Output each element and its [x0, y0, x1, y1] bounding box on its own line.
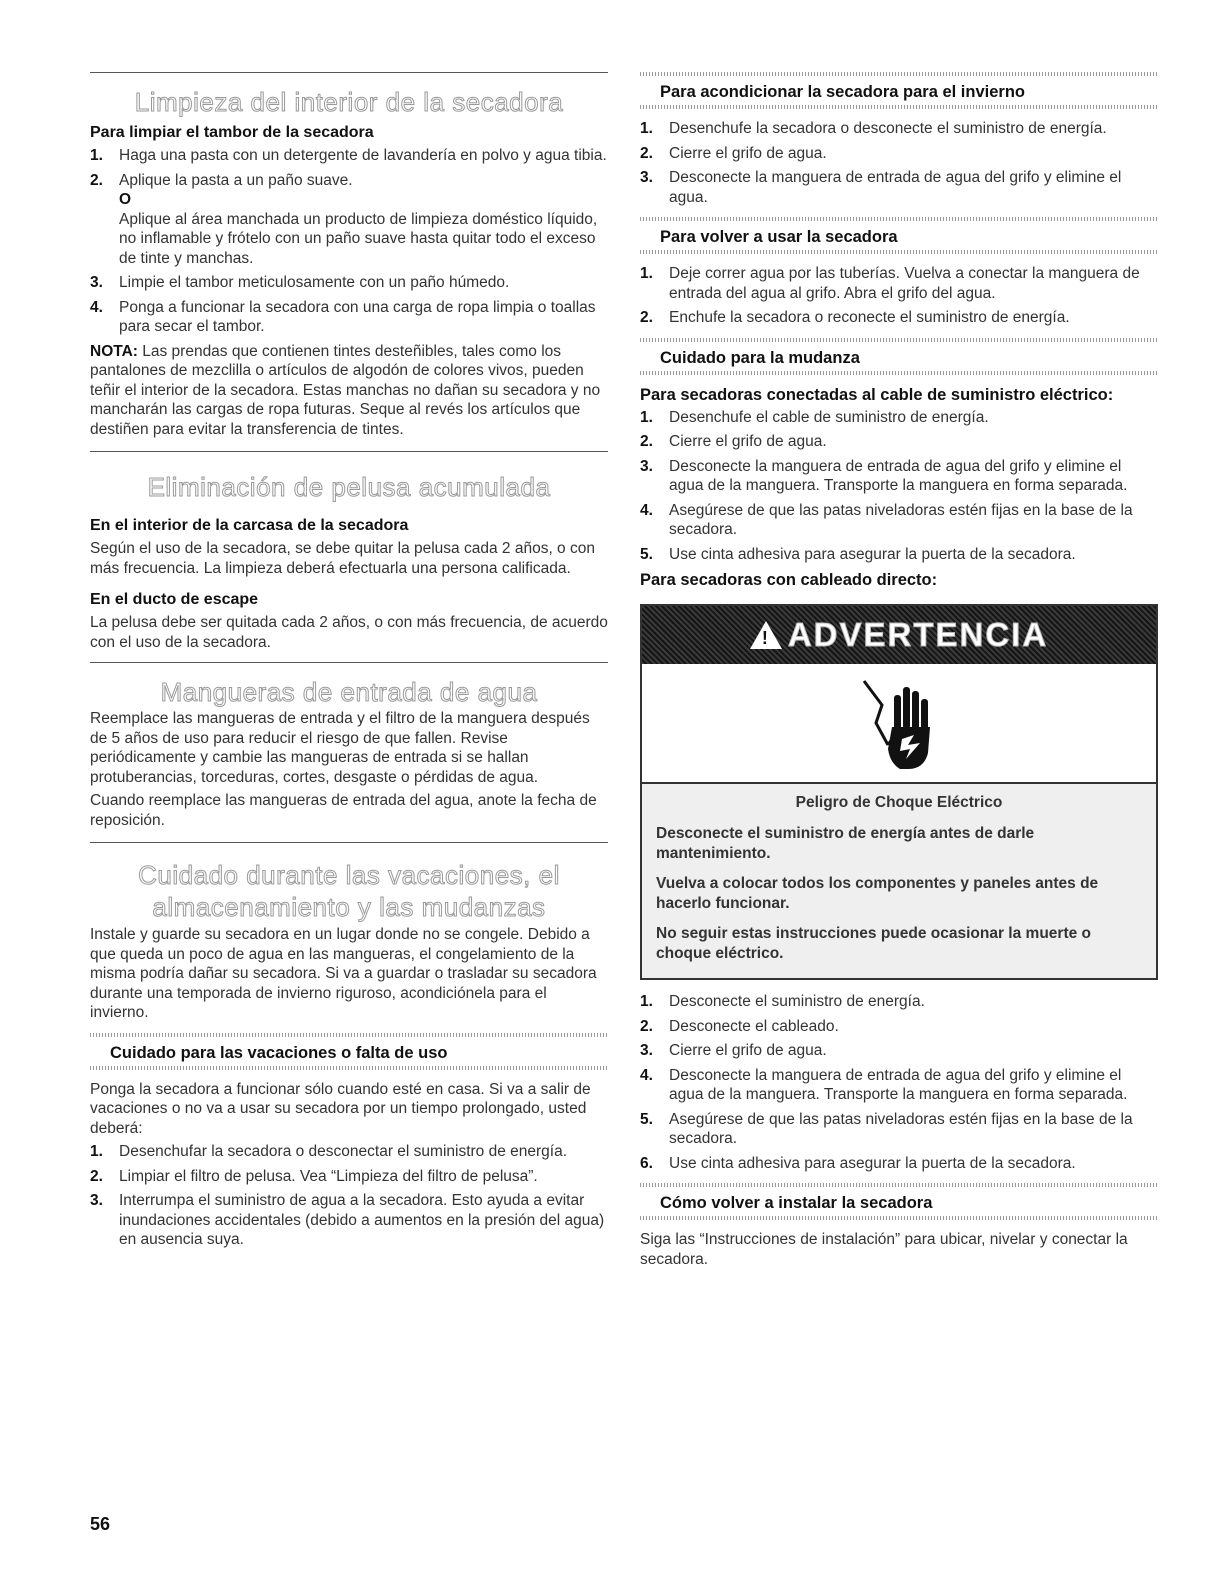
- subheading-drum-cleaning: Para limpiar el tambor de la secadora: [90, 124, 374, 141]
- list-item: 2. Limpiar el filtro de pelusa. Vea “Limpieza del filtro de pelusa”.: [90, 1167, 538, 1185]
- subheading-winterize: Para acondicionar la secadora para el invierno: [640, 72, 1158, 109]
- section-title-interior-cleaning: Limpieza del interior de la secadora: [134, 87, 564, 117]
- list-item: 2. Aplique la pasta a un paño suave. O Aplique al área manchada un producto de limpieza doméstico líquido, no inflamable y frótelo con un paño suave hasta quitar todo el exceso de tinte y manchas.: [90, 171, 608, 269]
- warning-line-3: No seguir estas instrucciones puede ocasionar la muerte o choque eléctrico.: [656, 925, 1091, 962]
- list-item: 2. Enchufe la secadora o reconecte el suministro de energía.: [640, 309, 1070, 326]
- section-divider: [90, 72, 608, 73]
- direct-wired-steps: [640, 992, 1158, 1173]
- or-label: O: [119, 191, 132, 208]
- list-item: 3. Desconecte la manguera de entrada de agua del grifo y elimine el agua.: [640, 169, 1122, 206]
- list-item: 1. Deje correr agua por las tuberías. Vuelva a conectar la manguera de entrada del agua al grifo. Abra el grifo del agua.: [640, 265, 1140, 302]
- subheading-power-cord-dryers: Para secadoras conectadas al cable de suministro eléctrico:: [640, 385, 1114, 404]
- page-number: 56: [90, 1514, 111, 1534]
- list-item: 3. Interrumpa el suministro de agua a la secadora. Esto ayuda a evitar inundaciones accidentales (debido a aumentos en la presión del agua) en ausencia suya.: [90, 1192, 605, 1248]
- subheading-cabinet-interior: En el interior de la carcasa de la secadora: [90, 517, 409, 534]
- reuse-steps: [640, 264, 1158, 328]
- subheading-direct-wired-dryers: Para secadoras con cableado directo:: [640, 571, 938, 589]
- winterize-steps: [640, 119, 1158, 207]
- subheading-vacation-care: Cuidado para las vacaciones o falta de uso: [90, 1033, 608, 1070]
- list-item: 1. Haga una pasta con un detergente de lavandería en polvo y agua tibia.: [90, 147, 607, 164]
- warning-line-2: Vuelva a colocar todos los componentes y paneles antes de hacerlo funcionar.: [656, 875, 1099, 912]
- reinstall-text: Siga las “Instrucciones de instalación” para ubicar, nivelar y conectar la secadora.: [640, 1231, 1128, 1268]
- list-item: 3. Desconecte la manguera de entrada de agua del grifo y elimine el agua de la manguera. Transporte la manguera en forma separada.: [640, 457, 1128, 494]
- list-item: 2. Cierre el grifo de agua.: [640, 433, 827, 450]
- section-title-water-hoses: Mangueras de entrada de agua: [160, 677, 538, 707]
- list-item: 5. Asegúrese de que las patas niveladoras estén fijas en la base de la secadora.: [640, 1110, 1133, 1147]
- subheading-reuse: Para volver a usar la secadora: [640, 217, 1158, 254]
- left-column: [90, 72, 608, 1255]
- warning-box: [640, 604, 1158, 980]
- list-item: 2. Cierre el grifo de agua.: [640, 144, 827, 162]
- section-divider: [90, 842, 608, 843]
- or-alternative-text: Aplique al área manchada un producto de limpieza doméstico líquido, no inflamable y frótelo con un paño suave hasta quitar todo el exceso de tinte y manchas.: [119, 210, 598, 267]
- vacation-care-steps: [90, 1142, 608, 1250]
- list-item: 2. Desconecte el cableado.: [640, 1017, 839, 1035]
- electric-shock-hand-icon-graphic: [854, 673, 944, 773]
- list-item: 1. Desenchufar la secadora o desconectar el suministro de energía.: [90, 1143, 568, 1160]
- water-hoses-text-2: Cuando reemplace las mangueras de entrada del agua, anote la fecha de reposición.: [90, 792, 597, 829]
- subheading-moving-care: Cuidado para la mudanza: [640, 338, 1158, 375]
- warning-banner: ! ADVERTENCIA: [642, 606, 1156, 664]
- list-item: 4. Desconecte la manguera de entrada de agua del grifo y elimine el agua de la manguera. Transporte la manguera en forma separada.: [640, 1066, 1128, 1103]
- warning-line-1: Desconecte el suministro de energía antes de darle mantenimiento.: [656, 825, 1035, 862]
- list-item: 1. Desenchufe la secadora o desconecte el suministro de energía.: [640, 120, 1107, 137]
- warning-body: [642, 784, 1156, 978]
- subheading-exhaust-duct: En el ducto de escape: [90, 591, 259, 608]
- vacation-care-text: Ponga la secadora a funcionar sólo cuando esté en casa. Si va a salir de vacaciones o no va a usar su secadora por un tiempo prolongado, usted deberá:: [90, 1080, 591, 1137]
- section-title-vacation-storage-line2: almacenamiento y las mudanzas: [152, 892, 546, 922]
- list-item: 4. Asegúrese de que las patas niveladoras estén fijas en la base de la secadora.: [640, 501, 1133, 538]
- drum-cleaning-steps: [90, 146, 608, 337]
- section-title-lint-removal: Eliminación de pelusa acumulada: [147, 472, 551, 502]
- section-title-vacation-storage-line1: Cuidado durante las vacaciones, el: [138, 860, 560, 890]
- list-item: 6. Use cinta adhesiva para asegurar la puerta de la secadora.: [640, 1154, 1076, 1172]
- warning-triangle-icon: [750, 621, 782, 649]
- warning-title: Peligro de Choque Eléctrico: [795, 794, 1003, 811]
- list-item: 3. Cierre el grifo de agua.: [640, 1042, 827, 1059]
- list-item: 3. Limpie el tambor meticulosamente con un paño húmedo.: [90, 274, 510, 291]
- power-cord-steps: [640, 408, 1158, 565]
- exhaust-duct-text: La pelusa debe ser quitada cada 2 años, o con más frecuencia, de acuerdo con el uso de la secadora.: [90, 614, 608, 651]
- note-paragraph: NOTA: Las prendas que contienen tintes desteñibles, tales como los pantalones de mezclilla o artículos de algodón de colores vivos, pueden teñir el interior de la secadora. Estas manchas no dañan su secadora y no mancharán las cargas de ropa futuras. Seque al revés los artículos que destiñen para evitar la transferencia de tintes.: [90, 342, 601, 438]
- right-column: [640, 72, 1158, 1273]
- water-hoses-text-1: Reemplace las mangueras de entrada y el filtro de la manguera después de 5 años de uso para reducir el riesgo de que fallen. Revise periódicamente y cambie las mangueras de entrada si se hallan protuberancias, torceduras, cortes, desgaste o pérdidas de agua.: [90, 710, 590, 786]
- list-item: 1. Desconecte el suministro de energía.: [640, 993, 925, 1010]
- subheading-reinstall: Cómo volver a instalar la secadora: [640, 1183, 1158, 1220]
- section-divider: [90, 662, 608, 663]
- cabinet-interior-text: Según el uso de la secadora, se debe quitar la pelusa cada 2 años, o con más frecuencia. La limpieza deberá efectuarla una persona calificada.: [90, 540, 595, 577]
- section-divider: [90, 451, 608, 452]
- vacation-storage-text: Instale y guarde su secadora en un lugar donde no se congele. Debido a que queda un poco de agua en las mangueras, el congelamiento de la misma podría dañar su secadora. Si va a guardar o trasladar su secadora durante una temporada de invierno riguroso, acondiciónela para el invierno.: [90, 926, 597, 1021]
- electric-shock-hand-icon: [642, 664, 1156, 784]
- list-item: 5. Use cinta adhesiva para asegurar la puerta de la secadora.: [640, 545, 1076, 563]
- list-item: 4. Ponga a funcionar la secadora con una carga de ropa limpia o toallas para secar el tambor.: [90, 298, 596, 335]
- list-item: 1. Desenchufe el cable de suministro de energía.: [640, 408, 989, 426]
